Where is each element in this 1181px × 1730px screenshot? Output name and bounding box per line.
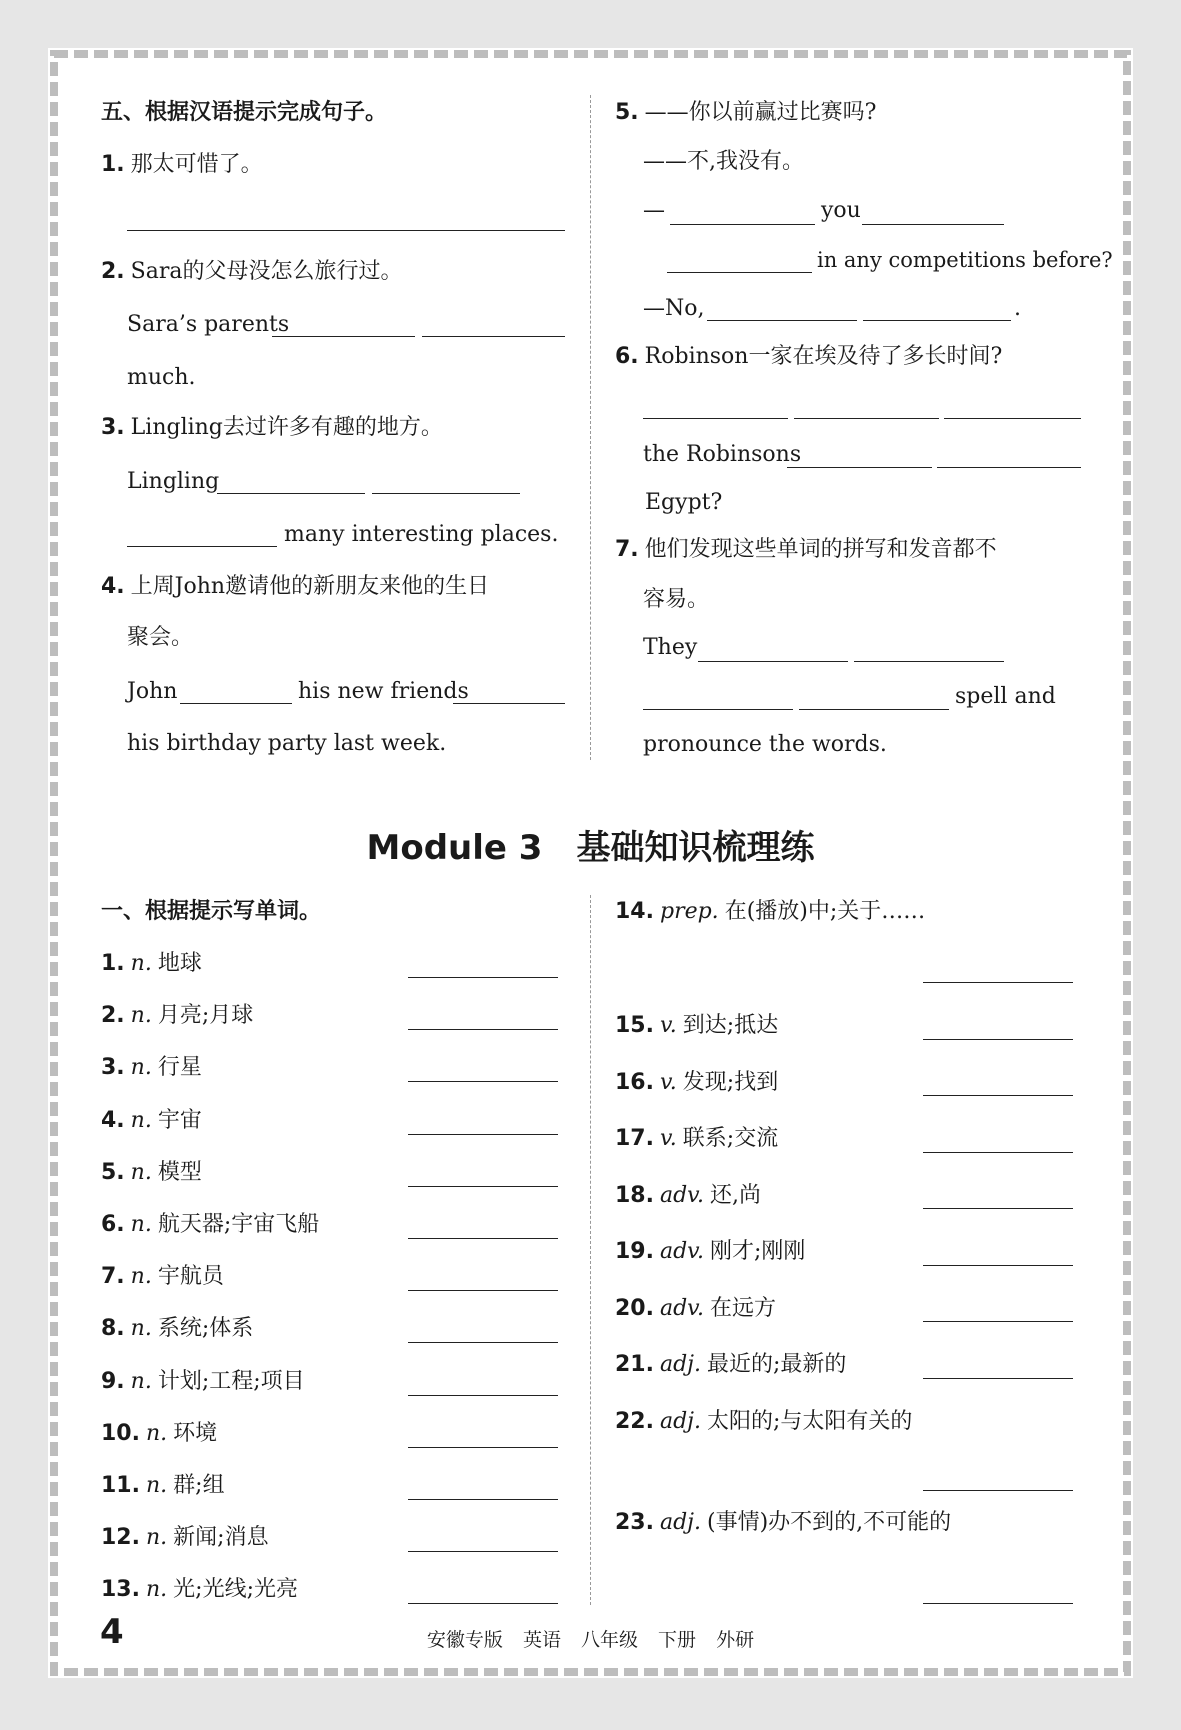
vocab-item xyxy=(101,1367,305,1397)
answer-blank[interactable] xyxy=(944,418,1081,419)
meaning: 新闻;消息 xyxy=(173,1525,269,1551)
item-number: 15. xyxy=(615,1013,654,1038)
vocab-item xyxy=(101,1106,202,1136)
part-of-speech: n. xyxy=(145,1525,168,1551)
vocab-item xyxy=(615,1407,912,1437)
meaning: 太阳的;与太阳有关的 xyxy=(707,1409,913,1434)
item-number: 8. xyxy=(101,1316,125,1342)
part-of-speech: n. xyxy=(130,1055,152,1081)
meaning: 环境 xyxy=(173,1420,218,1446)
vocab-item xyxy=(101,1575,298,1605)
q4-line2: his birthday party last week. xyxy=(127,731,447,756)
part-of-speech: n. xyxy=(130,1159,152,1185)
item-number: 5. xyxy=(101,1159,125,1185)
meaning: 还,尚 xyxy=(710,1183,761,1208)
answer-blank[interactable] xyxy=(923,1152,1073,1153)
meaning: 群;组 xyxy=(173,1473,225,1498)
answer-blank[interactable] xyxy=(422,336,565,337)
vocab-item xyxy=(101,1158,202,1188)
meaning: 在(播放)中;关于…… xyxy=(724,899,926,924)
answer-blank[interactable] xyxy=(408,1342,558,1343)
item-number: 6. xyxy=(101,1212,125,1237)
part-of-speech: n. xyxy=(130,951,152,976)
q4-john: John xyxy=(127,679,178,704)
answer-blank[interactable] xyxy=(408,1447,558,1448)
vocab-item xyxy=(101,949,202,979)
answer-blank[interactable] xyxy=(372,493,520,494)
answer-blank[interactable] xyxy=(408,977,558,978)
q6: 6. Robinson一家在埃及待了多长时间? xyxy=(615,344,1003,369)
answer-blank[interactable] xyxy=(923,1208,1073,1209)
q6-line2: the Robinsons xyxy=(643,442,802,467)
answer-blank[interactable] xyxy=(937,467,1081,468)
item-number: 13. xyxy=(101,1577,140,1603)
part-of-speech: adj. xyxy=(659,1409,701,1434)
vocab-item xyxy=(615,1508,951,1538)
answer-blank[interactable] xyxy=(408,1395,558,1396)
item-number: 12. xyxy=(101,1525,140,1551)
section-title-one: 一、根据提示写单词。 xyxy=(101,899,322,924)
vocab-item xyxy=(615,897,925,927)
column-divider xyxy=(590,95,591,760)
answer-blank[interactable] xyxy=(667,272,812,273)
answer-blank[interactable] xyxy=(408,1603,558,1604)
q2-line2: much. xyxy=(127,365,196,390)
answer-blank[interactable] xyxy=(794,418,939,419)
answer-blank[interactable] xyxy=(272,336,415,337)
vocab-item xyxy=(101,1523,269,1553)
meaning: 计划;工程;项目 xyxy=(157,1368,305,1394)
item-number: 16. xyxy=(615,1070,654,1095)
answer-blank[interactable] xyxy=(408,1238,558,1239)
meaning: 刚才;刚刚 xyxy=(710,1239,806,1264)
part-of-speech: v. xyxy=(659,1126,677,1151)
section-title-five: 五、根据汉语提示完成句子。 xyxy=(101,100,388,125)
part-of-speech: prep. xyxy=(659,899,719,924)
meaning: 到达;抵达 xyxy=(682,1013,779,1038)
meaning: 最近的;最新的 xyxy=(707,1352,847,1377)
item-number: 19. xyxy=(615,1239,654,1264)
answer-blank[interactable] xyxy=(217,493,365,494)
item-number: 4. xyxy=(101,1107,125,1133)
vocab-item xyxy=(615,1294,776,1324)
q7-they: They xyxy=(643,635,698,660)
vocab-item xyxy=(101,1314,253,1344)
column-divider xyxy=(590,895,591,1605)
item-number: 20. xyxy=(615,1296,654,1321)
part-of-speech: n. xyxy=(145,1577,168,1603)
part-of-speech: v. xyxy=(659,1070,677,1095)
q5-period: . xyxy=(1014,296,1021,321)
item-number: 11. xyxy=(101,1473,140,1498)
item-number: 23. xyxy=(615,1510,654,1535)
answer-blank[interactable] xyxy=(670,224,815,225)
item-number: 9. xyxy=(101,1368,125,1394)
answer-blank[interactable] xyxy=(923,1265,1073,1266)
q5: 5. ——你以前赢过比赛吗? xyxy=(615,100,877,125)
answer-blank[interactable] xyxy=(923,982,1073,983)
answer-blank[interactable] xyxy=(127,546,277,547)
q4: 4. 上周John邀请他的新朋友来他的生日 xyxy=(101,574,490,599)
answer-blank[interactable] xyxy=(799,709,949,710)
footer: 安徽专版 英语 八年级 下册 外研 xyxy=(426,1629,755,1651)
item-number: 22. xyxy=(615,1409,654,1434)
answer-blank[interactable] xyxy=(643,709,793,710)
part-of-speech: n. xyxy=(130,1212,152,1237)
q7-cn2: 容易。 xyxy=(643,587,710,612)
vocab-item xyxy=(615,1181,761,1211)
answer-blank[interactable] xyxy=(453,703,565,704)
answer-blank[interactable] xyxy=(854,661,1004,662)
answer-blank[interactable] xyxy=(923,1490,1073,1491)
answer-blank[interactable] xyxy=(408,1186,558,1187)
item-number: 10. xyxy=(101,1420,140,1446)
answer-blank[interactable] xyxy=(408,1499,558,1500)
part-of-speech: n. xyxy=(130,1368,152,1394)
q5-no: —No, xyxy=(643,296,705,321)
meaning: 光;光线;光亮 xyxy=(173,1577,298,1603)
q6-line3: Egypt? xyxy=(645,490,723,515)
part-of-speech: n. xyxy=(130,1316,152,1342)
part-of-speech: n. xyxy=(130,1003,152,1029)
item-number: 14. xyxy=(615,899,654,924)
q3-line2: many interesting places. xyxy=(284,522,559,547)
meaning: 模型 xyxy=(157,1159,202,1185)
part-of-speech: n. xyxy=(145,1473,168,1498)
answer-blank[interactable] xyxy=(643,418,788,419)
vocab-item xyxy=(101,1053,202,1083)
meaning: 在远方 xyxy=(710,1296,777,1321)
answer-blank[interactable] xyxy=(408,1290,558,1291)
part-of-speech: adv. xyxy=(659,1296,704,1321)
answer-blank[interactable] xyxy=(923,1039,1073,1040)
meaning: 联系;交流 xyxy=(682,1126,779,1151)
q4-cn2: 聚会。 xyxy=(127,625,194,650)
answer-blank[interactable] xyxy=(787,467,932,468)
module-title: Module 3 基础知识梳理练 xyxy=(366,828,815,868)
q3: 3. Lingling去过许多有趣的地方。 xyxy=(101,415,443,440)
answer-blank[interactable] xyxy=(127,230,565,231)
answer-blank[interactable] xyxy=(698,661,848,662)
part-of-speech: adv. xyxy=(659,1183,704,1208)
answer-blank[interactable] xyxy=(863,320,1011,321)
answer-blank[interactable] xyxy=(408,1081,558,1082)
meaning: 系统;体系 xyxy=(157,1316,254,1342)
item-number: 2. xyxy=(101,1003,125,1029)
answer-blank[interactable] xyxy=(862,224,1004,225)
meaning: 发现;找到 xyxy=(682,1070,779,1095)
meaning: 航天器;宇宙飞船 xyxy=(157,1212,320,1237)
vocab-item xyxy=(101,1262,224,1292)
q1: 1. 那太可惜了。 xyxy=(101,152,263,177)
q5-cn2: ——不,我没有。 xyxy=(643,149,804,174)
answer-blank[interactable] xyxy=(923,1321,1073,1322)
part-of-speech: adv. xyxy=(659,1239,704,1264)
meaning: 行星 xyxy=(157,1055,202,1081)
item-number: 3. xyxy=(101,1055,125,1081)
meaning: 月亮;月球 xyxy=(157,1003,254,1029)
answer-blank[interactable] xyxy=(180,703,292,704)
item-number: 21. xyxy=(615,1352,654,1377)
q5-dash: — xyxy=(643,198,665,223)
part-of-speech: adj. xyxy=(659,1352,701,1377)
part-of-speech: adj. xyxy=(659,1510,701,1535)
item-number: 18. xyxy=(615,1183,654,1208)
q7: 7. 他们发现这些单词的拼写和发音都不 xyxy=(615,537,997,562)
vocab-item xyxy=(101,1210,319,1240)
part-of-speech: n. xyxy=(130,1264,152,1290)
item-number: 1. xyxy=(101,951,125,976)
q2-line1: Sara’s parents xyxy=(127,312,290,337)
answer-blank[interactable] xyxy=(923,1378,1073,1379)
vocab-item xyxy=(615,1068,778,1098)
answer-blank[interactable] xyxy=(923,1603,1073,1604)
meaning: 宇宙 xyxy=(157,1107,202,1133)
answer-blank[interactable] xyxy=(408,1029,558,1030)
vocab-item xyxy=(615,1350,846,1380)
part-of-speech: n. xyxy=(130,1107,152,1133)
q5-line2: in any competitions before? xyxy=(817,248,1113,272)
answer-blank[interactable] xyxy=(707,320,857,321)
vocab-item xyxy=(615,1011,778,1041)
q5-you: you xyxy=(821,198,861,223)
page-number: 4 xyxy=(100,1612,124,1652)
part-of-speech: n. xyxy=(145,1420,168,1446)
vocab-item xyxy=(101,1419,217,1449)
meaning: 宇航员 xyxy=(157,1264,224,1290)
item-number: 17. xyxy=(615,1126,654,1151)
meaning: 地球 xyxy=(157,951,202,976)
item-number: 7. xyxy=(101,1264,125,1290)
answer-blank[interactable] xyxy=(408,1134,558,1135)
vocab-item xyxy=(615,1237,805,1267)
vocab-item xyxy=(101,1001,253,1031)
answer-blank[interactable] xyxy=(408,1551,558,1552)
meaning: (事情)办不到的,不可能的 xyxy=(707,1510,952,1535)
q7-line3: pronounce the words. xyxy=(643,732,887,757)
vocab-item xyxy=(615,1124,778,1154)
answer-blank[interactable] xyxy=(923,1095,1073,1096)
q4-friends: his new friends xyxy=(298,679,469,704)
vocab-item xyxy=(101,1471,225,1501)
q2: 2. Sara的父母没怎么旅行过。 xyxy=(101,259,403,284)
q3-line1: Lingling xyxy=(127,469,220,494)
part-of-speech: v. xyxy=(659,1013,677,1038)
q7-line2: spell and xyxy=(955,684,1056,709)
